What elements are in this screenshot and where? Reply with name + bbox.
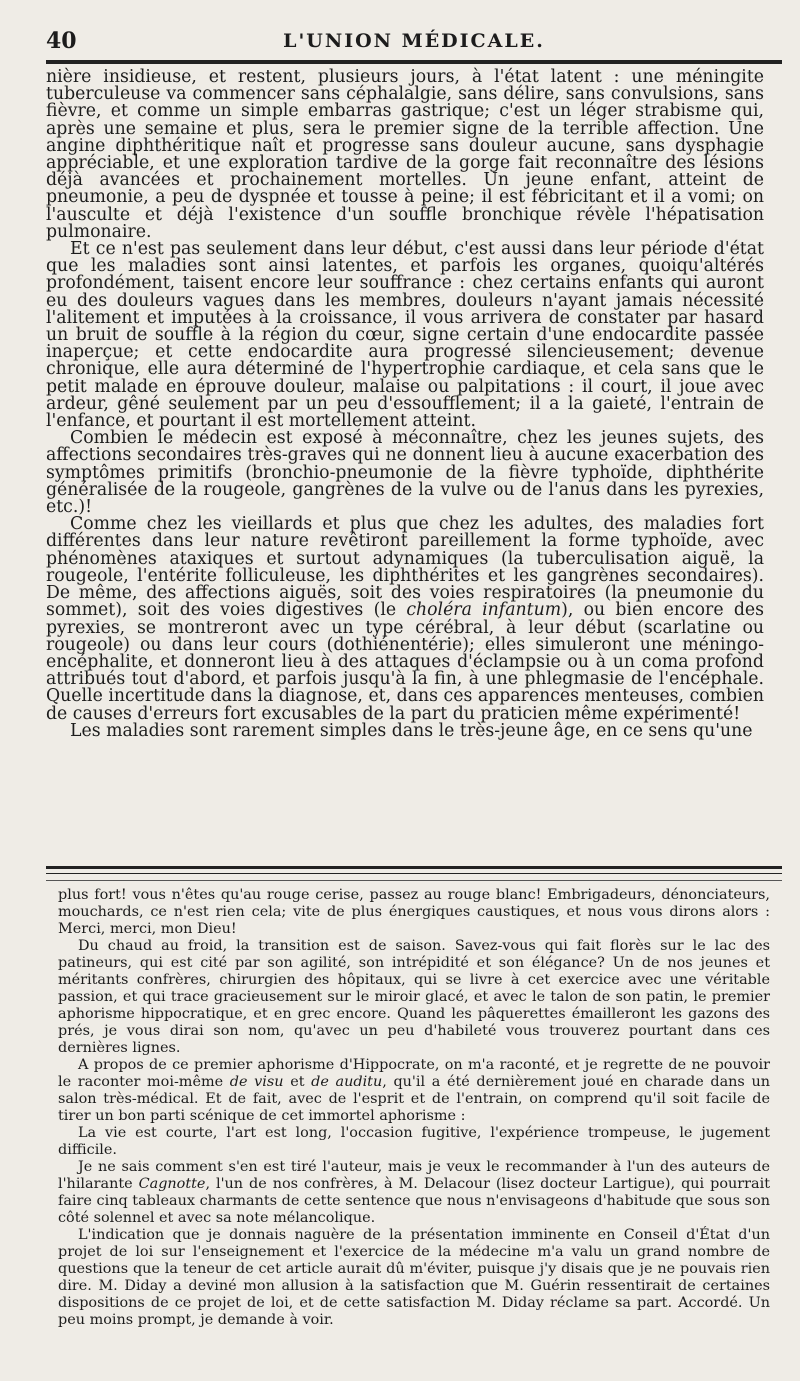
feuilleton-3-italic-2: de auditu: [311, 1074, 383, 1090]
feuilleton-paragraph-1: plus fort! vous n'êtes qu'au rouge cerise, passez au rouge blanc! Embrigadeurs, dénonciateurs, mouchards, ce n'est rien cela; vite de plus énergiques caustiques, et nous vous dirons alors : Merci, merci, mon Dieu!: [58, 887, 770, 937]
paragraph-1: nière insidieuse, et restent, plusieurs jours, à l'état latent : une méningite tuberculeuse va commencer sans céphalalgie, sans délire, sans convulsions, sans fièvre, et comme un simple embarras gastrique; c'est un léger strabisme qui, après une semaine et plus, sera le premier signe de la terrible affection. Une angine diphthéritique naît et progresse sans douleur aucune, sans dysphagie appréciable, et une exploration tardive de la gorge fait reconnaître des lésions déjà avancées et prochainement mortelles. Un jeune enfant, atteint de pneumonie, a peu de dyspnée et tousse à peine; il est fébricitant et il a vomi; on l'ausculte et déjà l'existence d'un souffle bronchique révèle l'hépatisation pulmonaire.: [46, 67, 764, 242]
running-header: [46, 22, 782, 54]
feuilleton-paragraph-4: La vie est courte, l'art est long, l'occasion fugitive, l'expérience trompeuse, le jugement difficile.: [58, 1125, 770, 1158]
feuilleton-paragraph-5: [58, 1159, 770, 1227]
paragraph-4: [46, 516, 764, 722]
feuilleton-rule-thick: [46, 866, 782, 869]
feuilleton-5-text-a: Je ne sais comment s'en est tiré l'auteur, mais je veux le recommander à l'un des auteurs de l'hilarante: [58, 1159, 770, 1192]
feuilleton-section: [58, 887, 770, 1329]
feuilleton-rule-thin: [46, 873, 782, 874]
feuilleton-3-text-c: , qu'il a été dernièrement joué en charade dans un salon très-médical. Et de fait, avec de l'esprit et de l'entrain, on comprend qu'il soit facile de tirer un bon parti scénique de cet immortel aphorisme :: [58, 1074, 770, 1124]
paragraph-4-text-b: ), ou bien encore des pyrexies, se montreront avec un type cérébral, à leur début (scarlatine ou rougeole) ou dans leur cours (dothiénentérie); elles simuleront une méningo-encéphalite, et donneront lieu à des attaques d'éclampsie ou à un coma profond attribués tout d'abord, et parfois jusqu'à la fin, à une phlegmasie de l'encéphale. Quelle incertitude dans la diagnose, et, dans ces apparences menteuses, combien de causes d'erreurs fort excusables de la part du praticien même expérimenté!: [46, 600, 764, 724]
feuilleton-3-text-b: et: [283, 1074, 312, 1090]
feuilleton-3-italic-1: de visu: [229, 1074, 284, 1090]
main-article: [46, 69, 764, 740]
feuilleton-paragraph-3: [58, 1057, 770, 1125]
journal-title: L'UNION MÉDICALE.: [283, 30, 545, 52]
header-rule: [46, 60, 782, 64]
page-number: 40: [46, 28, 77, 54]
paragraph-4-text-a: Comme chez les vieillards et plus que chez les adultes, des maladies fort différentes dans leur nature revêtiront pareillement la forme typhoïde, avec phénomènes ataxiques et surtout adynamiques (la tuberculisation aiguë, la rougeole, l'entérite folliculeuse, les diphthérites et les gangrènes secondaires). De même, des affections aiguës, soit des voies respiratoires (la pneumonie du sommet), soit des voies digestives (le: [46, 514, 764, 621]
feuilleton-3-text-a: A propos de ce premier aphorisme d'Hippocrate, on m'a raconté, et je regrette de ne pouvoir le raconter moi-même: [58, 1057, 770, 1090]
paragraph-2: Et ce n'est pas seulement dans leur début, c'est aussi dans leur période d'état que les maladies sont ainsi latentes, et parfois les organes, quoiqu'altérés profondément, taisent encore leur souffrance : chez certains enfants qui auront eu des douleurs vagues dans les membres, douleurs n'ayant jamais nécessité l'alitement et imputées à la croissance, il vous arrivera de constater par hasard un bruit de souffle à la région du cœur, signe certain d'une endocardite passée inaperçue; et cette endocardite aura progressé silencieusement; devenue chronique, elle aura déterminé de l'hypertrophie cardiaque, et cela sans que le petit malade en éprouve douleur, malaise ou palpitations : il court, il joue avec ardeur, gêné seulement par un peu d'essoufflement; il a la gaieté, l'entrain de l'enfance, et pourtant il est mortellement atteint.: [46, 239, 764, 432]
paragraph-5: Les maladies sont rarement simples dans le très-jeune âge, en ce sens qu'une: [70, 720, 753, 741]
feuilleton-5-text-b: , l'un de nos confrères, à M. Delacour (lisez docteur Lartigue), qui pourrait faire cinq tableaux charmants de cette sentence que nous n'envisageons d'habitude que sous son côté solennel et avec sa note mélancolique.: [58, 1176, 770, 1226]
paragraph-4-italic: choléra infantum: [406, 600, 562, 621]
feuilleton-5-italic: Cagnotte: [138, 1176, 206, 1192]
feuilleton-paragraph-2: Du chaud au froid, la transition est de saison. Savez-vous qui fait florès sur le lac des patineurs, qui est cité par son agilité, son intrépidité et son élégance? Un de nos jeunes et méritants confrères, chirurgien des hôpitaux, qui se livre à cet exercice avec une véritable passion, et qui trace gracieusement sur le miroir glacé, et avec le talon de son patin, le premier aphorisme hippocratique, et en grec encore. Quand les pâquerettes émailleront les gazons des prés, je vous dirai son nom, qu'avec un peu d'habileté vous trouverez pourtant dans ces dernières lignes.: [58, 938, 770, 1056]
feuilleton-paragraph-6: L'indication que je donnais naguère de la présentation imminente en Conseil d'État d'un projet de loi sur l'enseignement et l'exercice de la médecine m'a valu un grand nombre de questions que la teneur de cet article aurait dû m'éviter, puisque j'y disais que je ne pouvais rien dire. M. Diday a deviné mon allusion à la satisfaction que M. Guérin ressentirait de certaines dispositions de ce projet de loi, et de cette satisfaction M. Diday réclame sa part. Accordé. Un peu moins prompt, je demande à voir.: [58, 1227, 770, 1328]
paragraph-3: Combien le médecin est exposé à méconnaître, chez les jeunes sujets, des affections secondaires très-graves qui ne donnent lieu à aucune exacerbation des symptômes primitifs (bronchio-pneumonie de la fièvre typhoïde, diphthérite généralisée de la rougeole, gangrènes de la vulve ou de l'anus dans les pyrexies, etc.)!: [46, 428, 764, 518]
feuilleton-rule-lower: [46, 880, 782, 881]
